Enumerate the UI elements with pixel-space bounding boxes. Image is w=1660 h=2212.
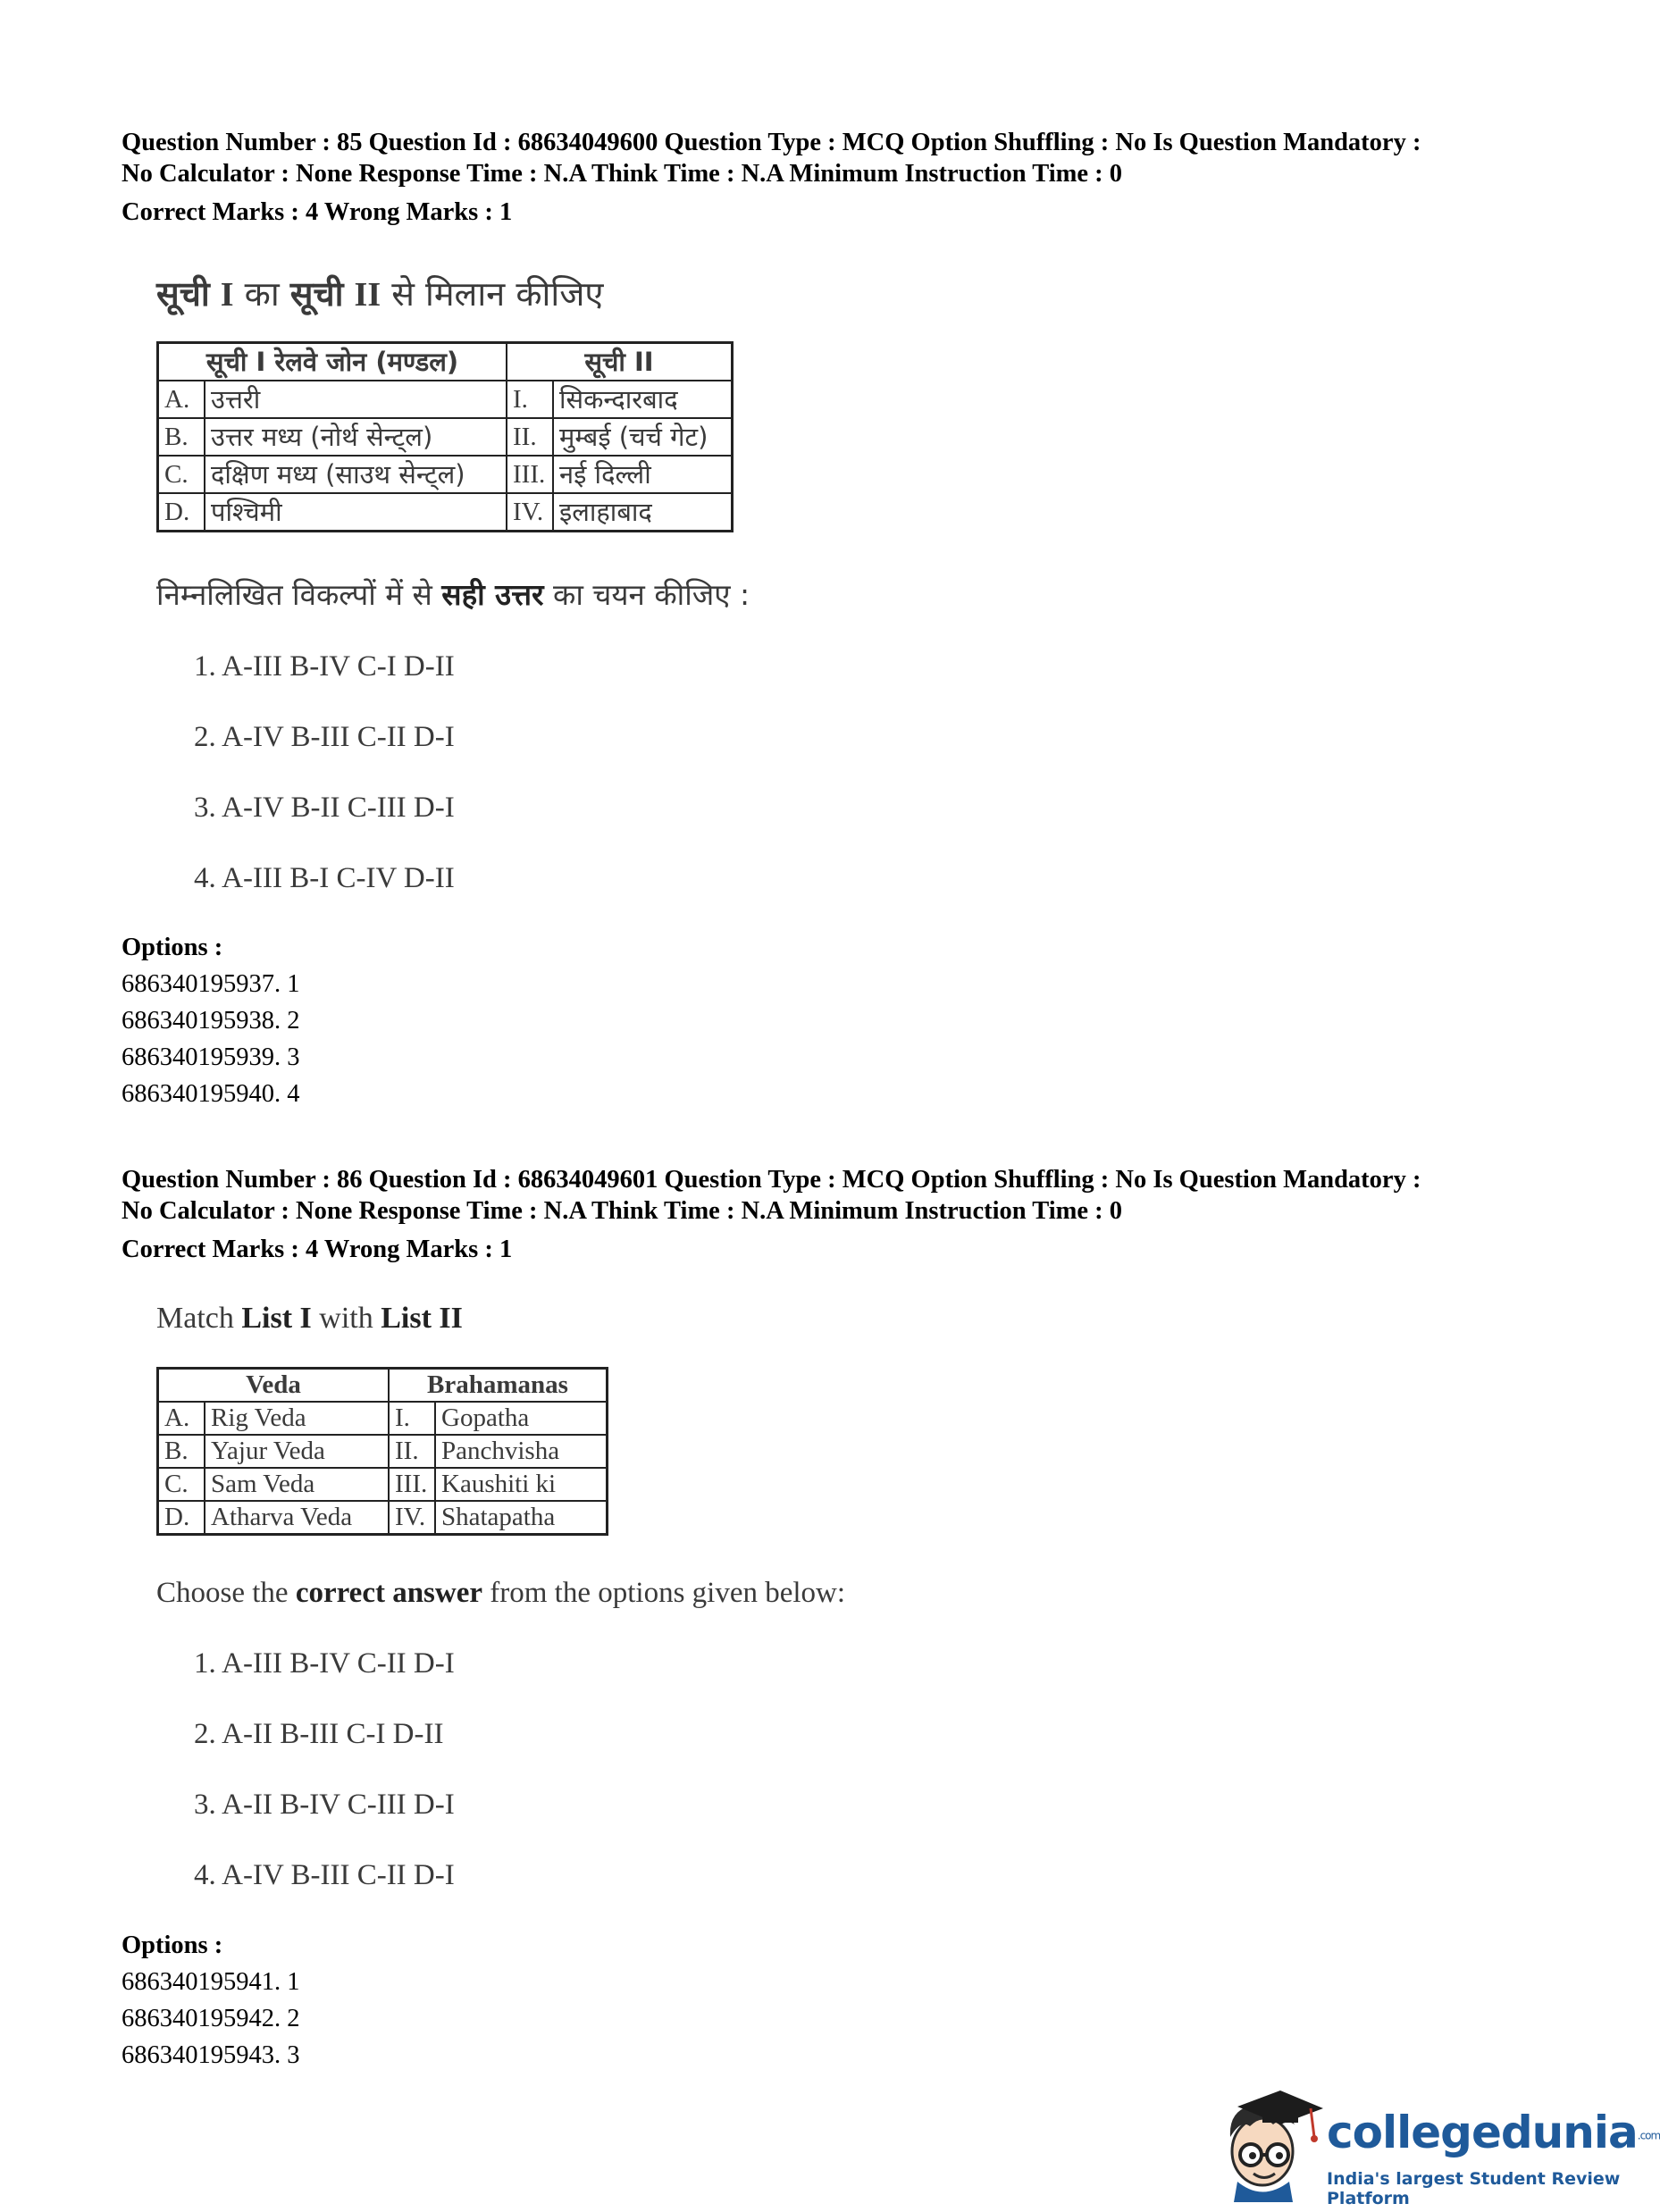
table-row: C. Sam Veda III. Kaushiti ki (158, 1468, 608, 1501)
q86-meta-line2: No Calculator : None Response Time : N.A Think Time : N.A Minimum Instruction Time : 0 (122, 1197, 1123, 1225)
q86-table-head-right: Brahamanas (389, 1369, 608, 1403)
q85-instruction: निम्नलिखित विकल्पों में से सही उत्तर का चयन कीजिए : (156, 577, 750, 612)
q85-table-head-left: सूची I रेलवे जोन (मण्डल) (158, 343, 507, 381)
q85-option-4: 686340195940. 4 (122, 1080, 300, 1108)
logo-brand: collegedunia.com (1327, 2107, 1660, 2158)
q86-choice-2: 2. A-II B-III C-I D-II (194, 1718, 444, 1750)
q85-option-3: 686340195939. 3 (122, 1043, 300, 1071)
q86-choice-3: 3. A-II B-IV C-III D-I (194, 1789, 455, 1821)
q86-option-3: 686340195943. 3 (122, 2041, 300, 2069)
q85-choice-2: 2. A-IV B-III C-II D-I (194, 721, 455, 753)
table-row: A. Rig Veda I. Gopatha (158, 1402, 608, 1435)
q85-choice-4: 4. A-III B-I C-IV D-II (194, 862, 455, 894)
q85-table-head-right: सूची II (507, 343, 733, 381)
q85-question-title: सूची I का सूची II से मिलान कीजिए (156, 274, 604, 314)
table-row: B. Yajur Veda II. Panchvisha (158, 1435, 608, 1468)
q85-option-1: 686340195937. 1 (122, 970, 300, 998)
student-mascot-icon (1211, 2082, 1327, 2202)
q86-marks: Correct Marks : 4 Wrong Marks : 1 (122, 1236, 513, 1263)
q86-instruction: Choose the correct answer from the options given below: (156, 1577, 846, 1609)
table-row: B. उत्तर मध्य (नोर्थ सेन्ट्ल) II. मुम्बई (चर्च गेट) (158, 418, 733, 456)
table-row: D. पश्चिमी IV. इलाहाबाद (158, 493, 733, 532)
q85-option-2: 686340195938. 2 (122, 1007, 300, 1035)
q86-question-title: Match List I with List II (156, 1302, 463, 1335)
table-row: D. Atharva Veda IV. Shatapatha (158, 1501, 608, 1535)
q85-meta-line2: No Calculator : None Response Time : N.A Think Time : N.A Minimum Instruction Time : 0 (122, 160, 1123, 188)
q86-match-table (156, 1367, 608, 1536)
q86-choice-4: 4. A-IV B-III C-II D-I (194, 1859, 455, 1891)
collegedunia-logo (1211, 2082, 1660, 2208)
q85-meta-line1: Question Number : 85 Question Id : 68634049600 Question Type : MCQ Option Shuffling : No Is Question Mandatory : (122, 129, 1421, 156)
table-row: A. उत्तरी I. सिकन्दारबाद (158, 381, 733, 418)
q85-options-label: Options : (122, 934, 223, 961)
q85-match-table (156, 341, 734, 532)
q86-options-label: Options : (122, 1931, 223, 1959)
logo-tagline: India's largest Student Review Platform (1327, 2169, 1621, 2208)
q86-table-head-left: Veda (158, 1369, 390, 1403)
q85-marks: Correct Marks : 4 Wrong Marks : 1 (122, 198, 513, 226)
table-row: C. दक्षिण मध्य (साउथ सेन्ट्ल) III. नई दिल्ली (158, 456, 733, 493)
q86-option-1: 686340195941. 1 (122, 1968, 300, 1996)
q86-meta-line1: Question Number : 86 Question Id : 68634049601 Question Type : MCQ Option Shuffling : No Is Question Mandatory : (122, 1166, 1421, 1194)
q86-option-2: 686340195942. 2 (122, 2005, 300, 2032)
q85-choice-1: 1. A-III B-IV C-I D-II (194, 650, 455, 683)
q85-choice-3: 3. A-IV B-II C-III D-I (194, 792, 455, 824)
q86-choice-1: 1. A-III B-IV C-II D-I (194, 1647, 455, 1680)
